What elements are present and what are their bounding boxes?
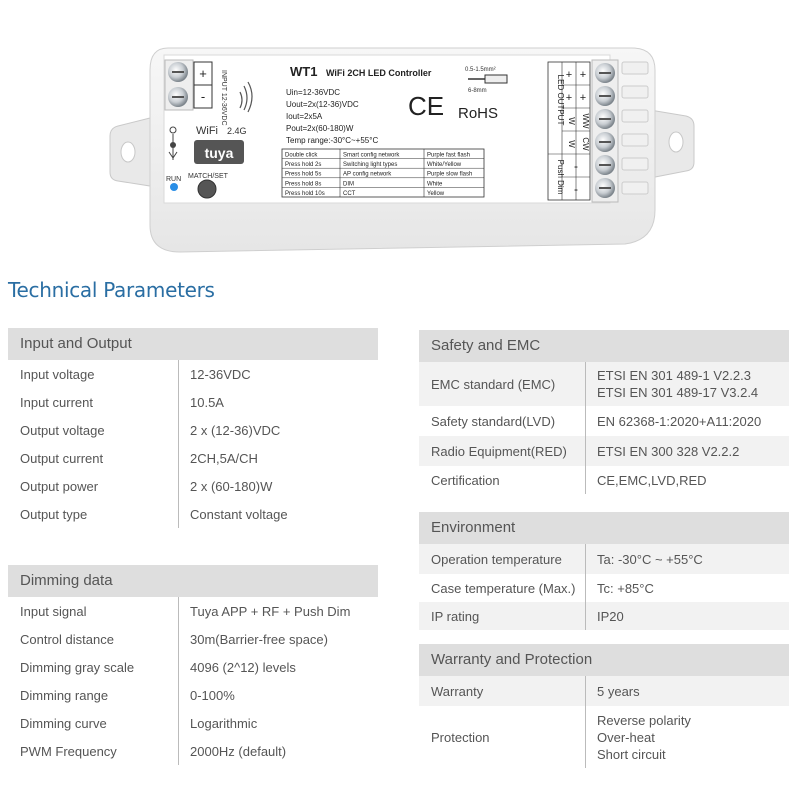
param-label: Input signal: [20, 603, 87, 619]
action-cell: AP config network: [343, 171, 392, 178]
table-row: [419, 466, 789, 494]
param-value: [585, 472, 707, 489]
input-voltage-label: INPUT 12-36VDC: [220, 70, 227, 126]
param-label: Control distance: [20, 631, 114, 647]
param-value: [178, 394, 224, 411]
terminal-label: +: [579, 92, 587, 104]
wifi-band-label: 2.4G: [227, 126, 247, 136]
table-row: [419, 406, 789, 436]
param-value: [178, 631, 328, 648]
param-value: [178, 603, 350, 620]
param-label: IP rating: [431, 608, 480, 624]
wire-gauge-label: 0.5-1.5mm²: [465, 67, 496, 73]
page-title: Technical Parameters: [8, 278, 215, 302]
terminal-label: -: [574, 182, 578, 196]
param-value: [585, 580, 654, 597]
push-dim-label: Push Dim: [556, 159, 565, 195]
column-divider: [178, 597, 179, 765]
terminal-label: W: [567, 140, 576, 148]
match-set-label: MATCH/SET: [188, 173, 228, 180]
table-row: [8, 500, 378, 528]
param-label: Certification: [431, 472, 500, 488]
param-value-line: 2 x (60-180)W: [190, 478, 273, 494]
table-row: [8, 416, 378, 444]
param-value-line: Logarithmic: [190, 715, 258, 731]
table-header: Input and Output: [8, 328, 378, 360]
table-row: [8, 681, 378, 709]
device-spec-line: Iout=2x5A: [286, 112, 323, 121]
input-plus-label: +: [199, 66, 207, 81]
run-led-icon: [170, 183, 178, 191]
device-spec-line: Temp range:-30°C~+55°C: [286, 136, 379, 145]
param-value: [585, 683, 640, 700]
action-cell: Press hold 10s: [285, 190, 325, 197]
param-value-line: ETSI EN 301 489-1 V2.2.3: [597, 368, 751, 383]
terminal-label: W: [567, 117, 576, 125]
dimming-data-table: [8, 565, 378, 765]
param-label: Output type: [20, 506, 88, 522]
terminal-label: +: [565, 69, 573, 81]
action-cell: White: [427, 181, 443, 188]
column-divider: [178, 360, 179, 528]
param-label: Dimming range: [20, 687, 109, 703]
match-set-button[interactable]: [198, 180, 216, 198]
param-value: [178, 687, 235, 704]
param-value-line: Tuya APP + RF + Push Dim: [190, 603, 351, 619]
safety-emc-table: [419, 330, 789, 494]
action-cell: Smart config network: [343, 152, 400, 159]
run-label: RUN: [166, 176, 182, 183]
param-label: Case temperature (Max.): [431, 580, 576, 596]
rohs-mark: RoHS: [458, 105, 499, 122]
table-header: Safety and EMC: [419, 330, 789, 362]
table-row: [419, 436, 789, 466]
param-value-line: EN 62368-1:2020+A11:2020: [597, 413, 762, 429]
param-label: Safety standard(LVD): [431, 413, 556, 429]
param-label: Output current: [20, 450, 104, 466]
param-label: Protection: [431, 729, 490, 745]
param-label: Dimming curve: [20, 715, 107, 731]
param-label: Operation temperature: [431, 551, 562, 567]
input-minus-label: -: [200, 89, 206, 104]
table-row: [419, 676, 789, 706]
param-value: [585, 367, 758, 401]
param-value-line: 4096 (2^12) levels: [190, 659, 296, 675]
param-value-line: ETSI EN 300 328 V2.2.2: [597, 443, 740, 459]
device-spec-line: Pout=2x(60-180)W: [286, 124, 354, 133]
terminal-label: WW: [581, 113, 590, 129]
terminal-label: -: [574, 159, 578, 173]
action-cell: Purple fast flash: [427, 152, 471, 159]
action-cell: Yellow: [427, 190, 445, 197]
param-value: [585, 413, 761, 430]
param-value-line: 0-100%: [190, 687, 235, 703]
table-row: [419, 544, 789, 574]
param-label: Output voltage: [20, 422, 105, 438]
environment-table: [419, 512, 789, 630]
param-value-line: Short circuit: [597, 746, 666, 762]
table-header: Dimming data: [8, 565, 378, 597]
table-row: [8, 472, 378, 500]
param-value-line: Tc: +85°C: [597, 580, 654, 596]
table-header: Environment: [419, 512, 789, 544]
param-value: [178, 506, 288, 523]
device-spec-line: Uout=2x(12-36)VDC: [286, 100, 359, 109]
action-cell: Switching light types: [343, 162, 398, 169]
param-value-line: 12-36VDC: [190, 366, 251, 382]
param-label: Input voltage: [20, 366, 95, 382]
param-value-line: IP20: [597, 608, 624, 624]
output-terminal-grid: [548, 62, 590, 200]
action-cell: White/Yellow: [427, 162, 462, 169]
strip-length-label: 6-8mm: [468, 88, 487, 94]
param-value-line: 30m(Barrier-free space): [190, 631, 328, 647]
terminal-label: +: [565, 92, 573, 104]
table-row: [8, 709, 378, 737]
action-cell: Purple slow flash: [427, 171, 473, 178]
wifi-label: WiFi: [196, 125, 218, 137]
table-row: [419, 602, 789, 630]
table-row: [419, 706, 789, 768]
param-label: Dimming gray scale: [20, 659, 135, 675]
device-action-table: [282, 149, 484, 197]
param-value-line: Constant voltage: [190, 506, 288, 522]
device-model: WT1: [290, 64, 318, 79]
param-label: EMC standard (EMC): [431, 376, 556, 392]
param-value: [585, 608, 624, 625]
table-row: [8, 737, 378, 765]
table-row: [8, 597, 378, 625]
param-value: [178, 715, 257, 732]
terminal-label: +: [579, 69, 587, 81]
table-row: [8, 388, 378, 416]
table-row: [8, 625, 378, 653]
ce-mark: CE: [408, 91, 445, 121]
param-value: [178, 659, 296, 676]
action-cell: Press hold 5s: [285, 171, 322, 178]
device-spec-line: Uin=12-36VDC: [286, 88, 341, 97]
action-cell: Double click: [285, 152, 318, 159]
action-cell: DIM: [343, 181, 354, 188]
param-value-line: CE,EMC,LVD,RED: [597, 472, 707, 488]
controller-device-illustration: [0, 0, 800, 262]
column-divider: [585, 676, 586, 768]
param-value-line: 2 x (12-36)VDC: [190, 422, 281, 438]
action-cell: Press hold 8s: [285, 181, 322, 188]
param-value-line: Over-heat: [597, 729, 655, 745]
param-label: Input current: [20, 394, 93, 410]
param-label: Output power: [20, 478, 99, 494]
param-value: [585, 443, 739, 460]
param-value: [178, 366, 251, 383]
param-label: Warranty: [431, 683, 484, 699]
param-value: [178, 450, 258, 467]
param-value-line: 2000Hz (default): [190, 743, 287, 759]
table-row: [8, 444, 378, 472]
table-row: [8, 653, 378, 681]
column-divider: [585, 362, 586, 494]
table-row: [8, 360, 378, 388]
param-value: [178, 478, 272, 495]
param-value: [585, 712, 691, 763]
input-output-table: [8, 328, 378, 528]
tuya-logo-text: tuya: [204, 145, 234, 161]
column-divider: [585, 544, 586, 630]
param-value: [585, 551, 703, 568]
warranty-protection-table: [419, 644, 789, 768]
table-row: [419, 574, 789, 602]
param-value: [178, 743, 286, 760]
table-row: [419, 362, 789, 406]
param-label: PWM Frequency: [20, 743, 117, 759]
param-value-line: ETSI EN 301 489-17 V3.2.4: [597, 385, 759, 400]
param-value-line: 10.5A: [190, 394, 224, 410]
param-value: [178, 422, 280, 439]
param-value-line: Reverse polarity: [597, 712, 691, 728]
param-value-line: Ta: -30°C ~ +55°C: [597, 551, 703, 567]
table-header: Warranty and Protection: [419, 644, 789, 676]
param-value-line: 2CH,5A/CH: [190, 450, 258, 466]
action-cell: Press hold 2s: [285, 162, 322, 169]
device-name: WiFi 2CH LED Controller: [326, 68, 432, 78]
terminal-label: CW: [581, 137, 590, 151]
led-output-label: LED OUTPUT: [556, 74, 565, 126]
param-label: Radio Equipment(RED): [431, 443, 567, 459]
param-value-line: 5 years: [597, 683, 640, 699]
action-cell: CCT: [343, 190, 356, 197]
